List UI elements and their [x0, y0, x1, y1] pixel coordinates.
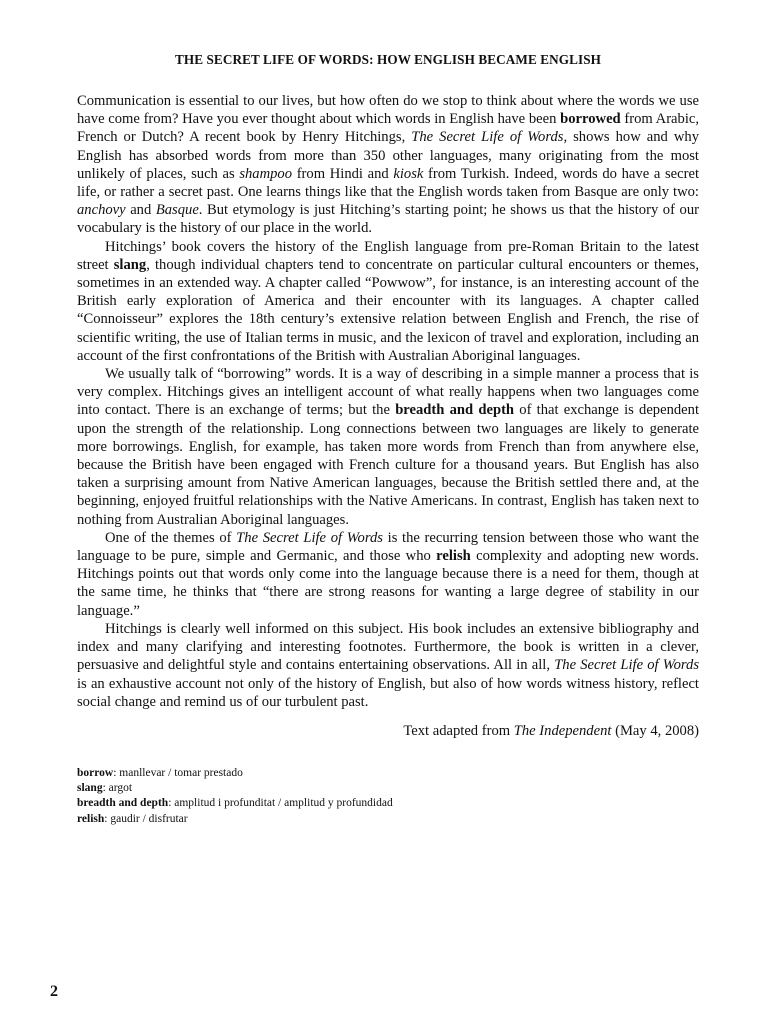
book-title: The Secret Life of Words: [554, 657, 699, 674]
text-run: is the recurring tension between those who want the language to be pure, simple and Germanic, and those who: [77, 529, 699, 565]
text-run: and: [125, 202, 156, 219]
glossary-term: relish: [77, 812, 105, 825]
paragraph-4: [77, 529, 699, 620]
glossary-entry: [77, 766, 699, 781]
glossary: [77, 766, 699, 827]
glossary-word-relish: relish: [436, 548, 471, 565]
glossary-entry: [77, 781, 699, 796]
text-run: . But etymology is just Hitching’s starting point; he shows us that the history of our vocabulary is the history of our place in the world.: [77, 202, 699, 237]
page-number: 2: [50, 983, 58, 1000]
example-word: kiosk: [393, 165, 424, 182]
paragraph-5: [77, 620, 699, 711]
article-title: THE SECRET LIFE OF WORDS: HOW ENGLISH BECAME ENGLISH: [174, 52, 602, 67]
paragraph-3: [77, 365, 699, 529]
text-run: complexity and adopting new words. Hitchings points out that words only come into the language because there is a need for them, though at the same time, he thinks that “there are strong reasons for wanting a large degree of stability in our language.”: [77, 548, 699, 619]
paragraph-1: [77, 92, 699, 238]
source-date: (May 4, 2008): [611, 722, 699, 739]
glossary-term: slang: [77, 782, 103, 795]
glossary-word-breadth-and-depth: breadth and depth: [395, 402, 515, 419]
text-run: from Arabic, French or Dutch? A recent book by Henry Hitchings,: [77, 111, 700, 146]
source-attribution: [77, 723, 699, 740]
glossary-entry: [77, 812, 699, 827]
source-prefix: Text adapted from: [403, 722, 514, 739]
glossary-definition: : argot: [102, 782, 133, 795]
glossary-term: breadth and depth: [77, 797, 169, 810]
book-title: The Secret Life of Words: [236, 529, 383, 546]
text-run: Hitchings’ book covers the history of the English language from pre-Roman Britain to the latest street: [77, 238, 699, 273]
text-run: We usually talk of “borrowing” words. It is a way of describing in a simple manner a process that is very complex. Hitchings gives an intelligent account of what really happens when two languages come into contact. There is an exchange of terms; but the: [77, 366, 699, 419]
glossary-definition: : amplitud i profunditat / amplitud y profundidad: [168, 797, 393, 810]
glossary-word-borrowed: borrowed: [560, 111, 621, 128]
glossary-word-slang: slang: [113, 256, 147, 273]
paragraph-2: [77, 238, 699, 365]
glossary-definition: : gaudir / disfrutar: [104, 812, 188, 825]
text-run: of that exchange is dependent upon the strength of the relationship. Long connections between two languages are likely to generate more borrowings. English, for example, has taken more words from French than from anywhere else, because the British have been engaged with French culture for a thousand years. But English has also taken a surprising amount from Native American languages, because the British settled there and, at the beginning, enjoyed fruitful relationships with the Native Americans. In contrast, English has taken next to nothing from Australian Aboriginal languages.: [77, 402, 699, 528]
text-run: Communication is essential to our lives, but how often do we stop to think about where the words we use have come from? Have you ever thought about which words in English have been: [77, 93, 699, 128]
glossary-term: borrow: [77, 766, 114, 779]
text-run: from Hindi and: [292, 165, 394, 182]
text-run: One of the themes of: [105, 529, 237, 546]
text-run: is an exhaustive account not only of the history of English, but also of how words witness history, reflect social change and remind us of our turbulent past.: [77, 675, 699, 710]
example-word: anchovy: [77, 202, 126, 219]
text-run: Hitchings is clearly well informed on this subject. His book includes an extensive bibliography and index and many clarifying and interesting footnotes. Furthermore, the book is written in a clever, persuasive and delightful style and contains entertaining observations. All in all,: [77, 620, 699, 674]
glossary-entry: [77, 796, 699, 811]
text-run: , shows how and why English has absorbed words from more than 350 other languages, many originating from the most unlikely of places, such as: [77, 129, 700, 182]
glossary-definition: : manllevar / tomar prestado: [113, 766, 243, 779]
text-run: , though individual chapters tend to concentrate on particular cultural encounters or themes, sometimes in an extended way. A chapter called “Powwow”, for instance, is an interesting account of the British early exploration of America and their encounter with its languages. A chapter called “Connoisseur” explores the 18th century’s extensive relation between English and French, the rise of scientific writing, the use of Italian terms in music, and the lexicon of travel and exploration, including an account of the first confrontations of the British with Australian Aboriginal languages.: [77, 256, 699, 364]
book-title: The Secret Life of Words: [411, 129, 564, 146]
example-word: Basque: [155, 202, 199, 219]
text-run: from Turkish. Indeed, words do have a secret life, or rather a secret past. One learns things like that the English words taken from Basque are only two:: [77, 165, 699, 201]
example-word: shampoo: [239, 165, 293, 182]
article: [77, 52, 699, 827]
source-publication: The Independent: [513, 722, 612, 739]
